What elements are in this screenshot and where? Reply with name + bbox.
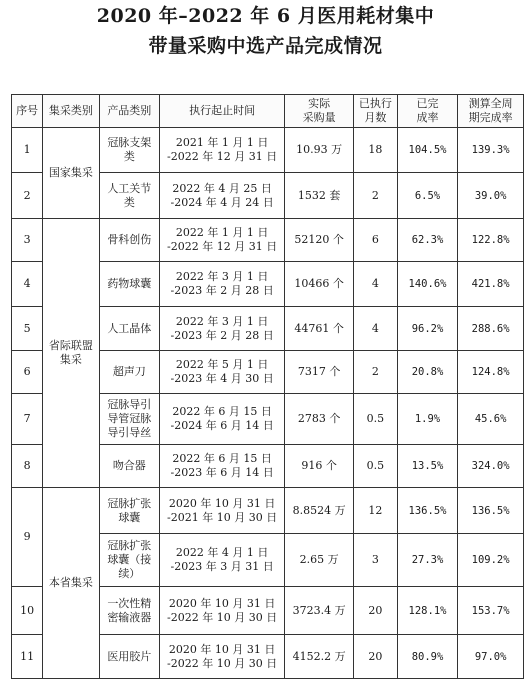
cell-full-rate: 97.0% xyxy=(458,635,524,679)
header-period: 执行起止时间 xyxy=(160,95,285,128)
cell-volume: 10466 个 xyxy=(285,262,354,307)
cell-months: 2 xyxy=(353,351,397,394)
header-category: 产品类别 xyxy=(99,95,159,128)
cell-months: 4 xyxy=(353,262,397,307)
cell-category: 骨科创伤 xyxy=(99,219,159,262)
cell-full-rate: 421.8% xyxy=(458,262,524,307)
cell-category: 超声刀 xyxy=(99,351,159,394)
cell-months: 20 xyxy=(353,587,397,635)
header-group: 集采类别 xyxy=(43,95,99,128)
cell-rate: 27.3% xyxy=(397,534,457,587)
cell-category: 医用胶片 xyxy=(99,635,159,679)
header-rate: 已完 成率 xyxy=(397,95,457,128)
cell-category: 吻合器 xyxy=(99,445,159,488)
cell-period: 2022 年 4 月 25 日 -2024 年 4 月 24 日 xyxy=(160,173,285,219)
table-row xyxy=(12,488,524,534)
header-months: 已执行 月数 xyxy=(353,95,397,128)
cell-volume: 10.93 万 xyxy=(285,128,354,173)
cell-full-rate: 45.6% xyxy=(458,394,524,445)
cell-category: 冠脉支架 类 xyxy=(99,128,159,173)
cell-period: 2022 年 6 月 15 日 -2023 年 6 月 14 日 xyxy=(160,445,285,488)
cell-category: 冠脉扩张 球囊（接 续） xyxy=(99,534,159,587)
cell-months: 3 xyxy=(353,534,397,587)
cell-seq: 2 xyxy=(12,173,43,219)
table-header-row xyxy=(12,95,524,128)
cell-category: 冠脉扩张 球囊 xyxy=(99,488,159,534)
cell-seq: 6 xyxy=(12,351,43,394)
cell-full-rate: 288.6% xyxy=(458,307,524,351)
cell-period: 2022 年 6 月 15 日 -2024 年 6 月 14 日 xyxy=(160,394,285,445)
cell-period: 2021 年 1 月 1 日 -2022 年 12 月 31 日 xyxy=(160,128,285,173)
cell-period: 2022 年 1 月 1 日 -2022 年 12 月 31 日 xyxy=(160,219,285,262)
cell-category: 药物球囊 xyxy=(99,262,159,307)
cell-category: 冠脉导引 导管冠脉 导引导丝 xyxy=(99,394,159,445)
cell-volume: 916 个 xyxy=(285,445,354,488)
cell-volume: 1532 套 xyxy=(285,173,354,219)
cell-full-rate: 153.7% xyxy=(458,587,524,635)
cell-group-provincial: 本省集采 xyxy=(43,488,99,679)
header-seq: 序号 xyxy=(12,95,43,128)
cell-full-rate: 136.5% xyxy=(458,488,524,534)
cell-volume: 7317 个 xyxy=(285,351,354,394)
cell-months: 0.5 xyxy=(353,394,397,445)
cell-group-interprovincial: 省际联盟 集采 xyxy=(43,219,99,488)
cell-category: 人工关节 类 xyxy=(99,173,159,219)
cell-rate: 1.9% xyxy=(397,394,457,445)
cell-volume: 52120 个 xyxy=(285,219,354,262)
cell-rate: 136.5% xyxy=(397,488,457,534)
cell-seq: 4 xyxy=(12,262,43,307)
cell-period: 2022 年 5 月 1 日 -2023 年 4 月 30 日 xyxy=(160,351,285,394)
cell-period: 2022 年 4 月 1 日 -2023 年 3 月 31 日 xyxy=(160,534,285,587)
cell-full-rate: 122.8% xyxy=(458,219,524,262)
cell-rate: 104.5% xyxy=(397,128,457,173)
cell-rate: 128.1% xyxy=(397,587,457,635)
table-row xyxy=(12,128,524,173)
cell-group-national: 国家集采 xyxy=(43,128,99,219)
cell-full-rate: 124.8% xyxy=(458,351,524,394)
cell-rate: 20.8% xyxy=(397,351,457,394)
cell-period: 2020 年 10 月 31 日 -2022 年 10 月 30 日 xyxy=(160,587,285,635)
cell-seq: 10 xyxy=(12,587,43,635)
cell-volume: 2.65 万 xyxy=(285,534,354,587)
document-title-line-1: 2020 年–2022 年 6 月医用耗材集中 xyxy=(96,5,435,27)
cell-seq: 5 xyxy=(12,307,43,351)
cell-period: 2020 年 10 月 31 日 -2021 年 10 月 30 日 xyxy=(160,488,285,534)
cell-months: 12 xyxy=(353,488,397,534)
cell-volume: 8.8524 万 xyxy=(285,488,354,534)
cell-months: 4 xyxy=(353,307,397,351)
cell-rate: 62.3% xyxy=(397,219,457,262)
cell-rate: 80.9% xyxy=(397,635,457,679)
document-title-line-2: 带量采购中选产品完成情况 xyxy=(148,35,383,57)
cell-seq: 11 xyxy=(12,635,43,679)
cell-volume: 2783 个 xyxy=(285,394,354,445)
cell-rate: 140.6% xyxy=(397,262,457,307)
cell-months: 0.5 xyxy=(353,445,397,488)
cell-full-rate: 324.0% xyxy=(458,445,524,488)
cell-seq: 3 xyxy=(12,219,43,262)
cell-months: 18 xyxy=(353,128,397,173)
cell-months: 20 xyxy=(353,635,397,679)
cell-months: 6 xyxy=(353,219,397,262)
header-full-rate: 测算全周 期完成率 xyxy=(458,95,524,128)
cell-full-rate: 109.2% xyxy=(458,534,524,587)
cell-seq: 1 xyxy=(12,128,43,173)
cell-volume: 3723.4 万 xyxy=(285,587,354,635)
cell-period: 2022 年 3 月 1 日 -2023 年 2 月 28 日 xyxy=(160,262,285,307)
cell-period: 2022 年 3 月 1 日 -2023 年 2 月 28 日 xyxy=(160,307,285,351)
procurement-table xyxy=(11,94,524,679)
cell-rate: 13.5% xyxy=(397,445,457,488)
header-volume: 实际 采购量 xyxy=(285,95,354,128)
cell-full-rate: 39.0% xyxy=(458,173,524,219)
cell-seq: 9 xyxy=(12,488,43,587)
cell-rate: 96.2% xyxy=(397,307,457,351)
cell-seq: 7 xyxy=(12,394,43,445)
cell-rate: 6.5% xyxy=(397,173,457,219)
cell-volume: 44761 个 xyxy=(285,307,354,351)
cell-category: 一次性精 密输液器 xyxy=(99,587,159,635)
cell-seq: 8 xyxy=(12,445,43,488)
cell-category: 人工晶体 xyxy=(99,307,159,351)
cell-months: 2 xyxy=(353,173,397,219)
cell-volume: 4152.2 万 xyxy=(285,635,354,679)
cell-full-rate: 139.3% xyxy=(458,128,524,173)
cell-period: 2020 年 10 月 31 日 -2022 年 10 月 30 日 xyxy=(160,635,285,679)
table-row xyxy=(12,219,524,262)
